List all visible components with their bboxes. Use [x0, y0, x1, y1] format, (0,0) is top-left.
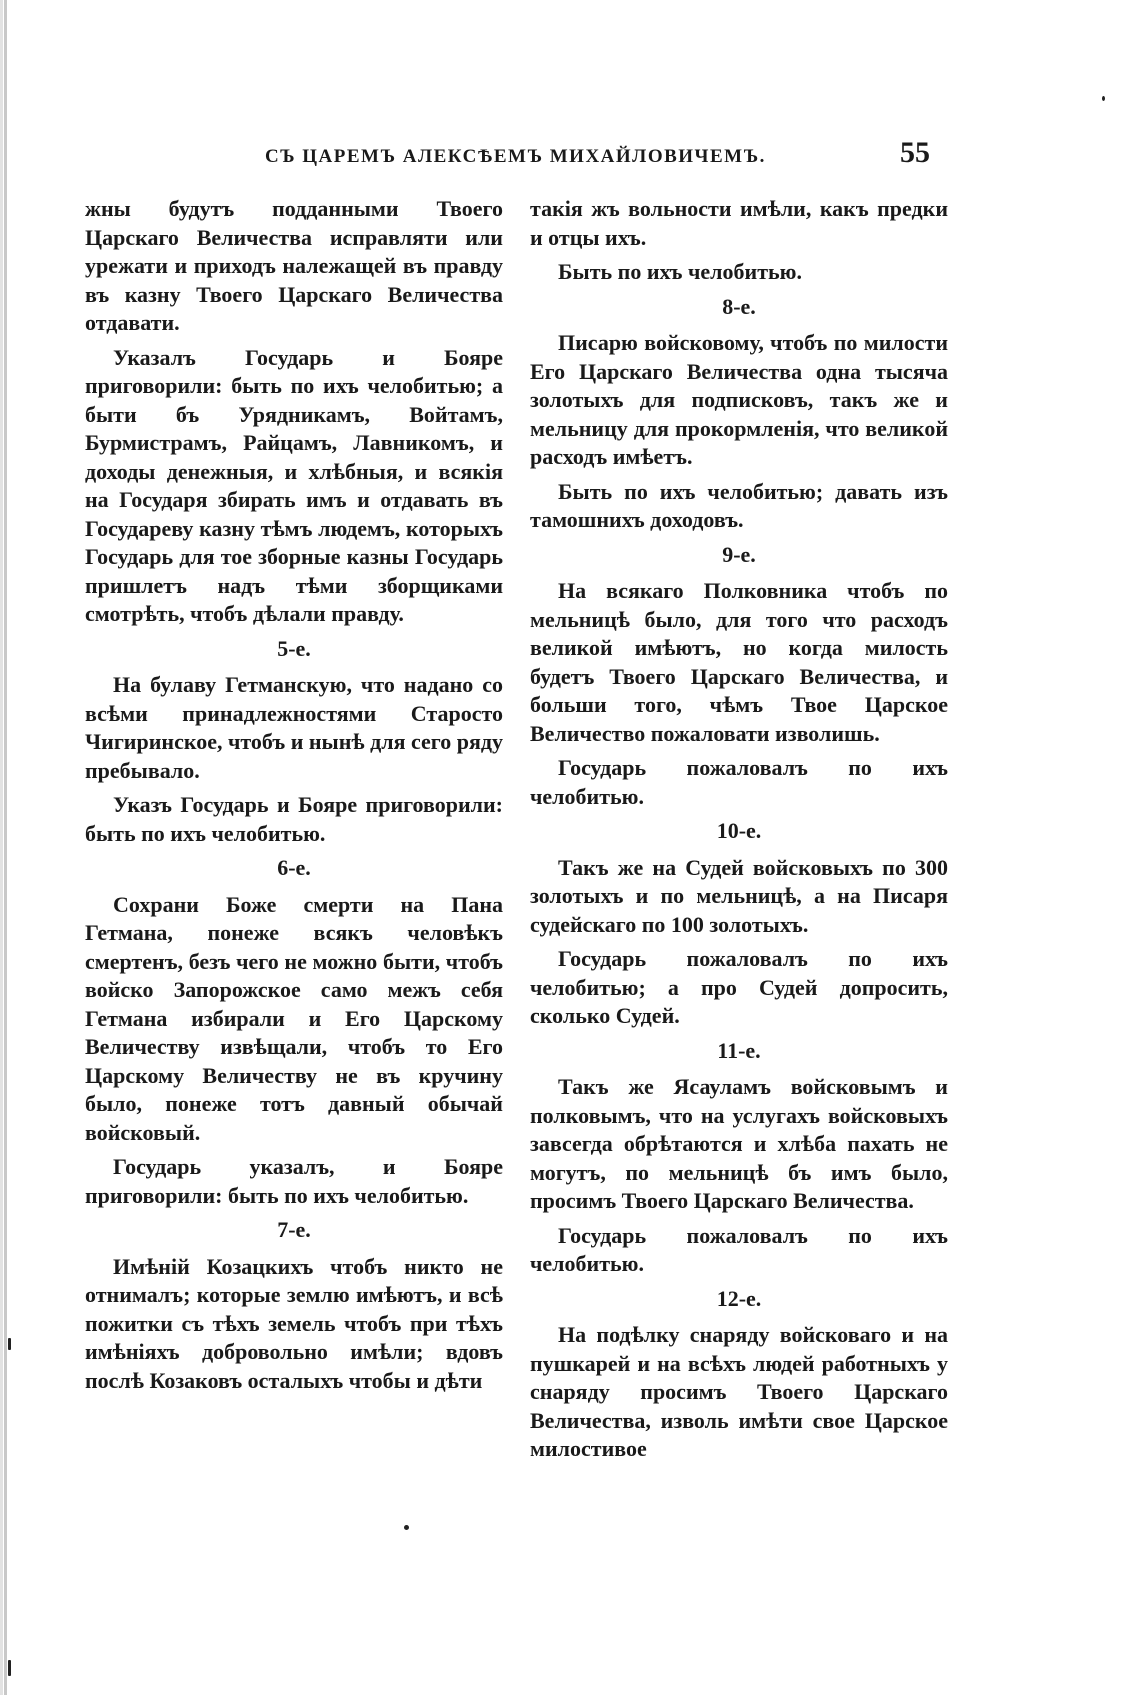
section-number: 5-е. — [277, 635, 311, 661]
section-number: 12-е. — [716, 1285, 762, 1311]
ink-speck — [8, 1338, 11, 1350]
paragraph: Государь указалъ, и Бояре приговорили: быть по ихъ челобитью. — [85, 1154, 503, 1208]
paragraph: Быть по ихъ челобитью; давать изъ тамошнихъ доходовъ. — [530, 478, 948, 532]
page-edge — [0, 0, 3, 1695]
paragraph: На всякаго Полковника чтобъ по мельницѣ было, для того что расходъ великой имѣютъ, но когда милость будетъ Твоего Царскаго Величества, и больши того, чѣмъ Твое Царское Величество пожаловати изволишь. — [530, 578, 948, 746]
section-number: 10-е. — [716, 818, 762, 843]
paragraph: Государь пожаловалъ по ихъ челобитью. — [530, 755, 948, 809]
paragraph: Государь пожаловалъ по ихъ челобитью; а про Судей допросить, сколько Судей. — [530, 946, 948, 1028]
binding-shadow — [4, 0, 7, 1695]
ink-speck — [404, 1525, 409, 1530]
left-column — [85, 195, 503, 1401]
running-title: СЪ ЦАРЕМЪ АЛЕКСѢЕМЪ МИХАЙЛОВИЧЕМЪ. — [265, 146, 766, 167]
section-number: 11-е. — [717, 1037, 761, 1063]
paragraph: жны будутъ подданными Твоего Царскаго Величества исправляти или урежати и приходъ належащей въ правду въ казну Твоего Царскаго Величества отдавати. — [85, 196, 503, 335]
page-number: 55 — [900, 136, 930, 169]
paragraph: Писарю войсковому, чтобъ по милости Его Царскаго Величества одна тысяча золотыхъ для подписковъ, такъ же и мельницу для прокормленія, что великой расходъ имѣетъ. — [530, 330, 948, 469]
right-column — [530, 195, 948, 1470]
paragraph: Имѣній Козацкихъ чтобъ никто не отнималъ; которые землю имѣютъ, и всѣ пожитки съ тѣхъ земель чтобъ при тѣхъ имѣніяхъ добровольно имѣли; вдовъ послѣ Козаковъ осталыхъ чтобы и дѣти — [85, 1253, 503, 1393]
paragraph: Государь пожаловалъ по ихъ челобитью. — [530, 1222, 948, 1276]
paragraph: На булаву Гетманскую, что надано со всѣми принадлежностями Старосто Чигиринское, чтобъ и нынѣ для сего ряду пребывало. — [85, 672, 503, 783]
section-number: 9-е. — [722, 541, 756, 567]
section-number: 8-е. — [722, 293, 756, 319]
paragraph: Сохрани Боже смерти на Пана Гетмана, понеже всякъ человѣкъ смертенъ, безъ чего не можно быти, чтобъ войско Запорожское само межъ себя Гетмана избирали и Его Царскому Величеству извѣщали, чтобъ то Его Царскому Величеству не въ кручину было, понеже тотъ давный обычай войсковый. — [85, 891, 503, 1145]
section-number: 7-е. — [277, 1217, 311, 1242]
ink-speck — [1102, 96, 1105, 101]
paragraph: такія жъ вольности имѣли, какъ предки и отцы ихъ. — [530, 196, 948, 250]
paragraph: Указъ Государь и Бояре приговорили: быть по ихъ челобитью. — [85, 792, 503, 846]
running-header — [90, 136, 930, 182]
paragraph: Такъ же Ясауламъ войсковымъ и полковымъ, что на услугахъ войсковыхъ завсегда обрѣтаются и хлѣба пахать не могутъ, по мельницѣ бъ имъ было, просимъ Твоего Царскаго Величества. — [530, 1074, 948, 1213]
section-number: 6-е. — [277, 855, 311, 880]
ink-speck — [8, 1660, 11, 1676]
paragraph: Такъ же на Судей войсковыхъ по 300 золотыхъ и по мельницѣ, а на Писаря судейскаго по 100 золотыхъ. — [530, 854, 948, 937]
paragraph: Быть по ихъ челобитью. — [558, 259, 802, 284]
paragraph: На подѣлку снаряду войсковаго и на пушкарей и на всѣхъ людей работныхъ у снаряду просимъ Твоего Царскаго Величества, изволь имѣти свое Царское милостивое — [530, 1322, 948, 1461]
paragraph: Указалъ Государь и Бояре приговорили: быть по ихъ челобитью; а быти бъ Урядникамъ, Войтамъ, Бурмистрамъ, Райцамъ, Лавникомъ, и доходы денежныя, и хлѣбныя, и всякія на Государя збирать имъ и отдавать въ Государеву казну тѣмъ людемъ, которыхъ Государь для тое зборные казны Государь пришлетъ надъ тѣми зборщиками смотрѣть, чтобъ дѣлали правду. — [85, 344, 503, 626]
